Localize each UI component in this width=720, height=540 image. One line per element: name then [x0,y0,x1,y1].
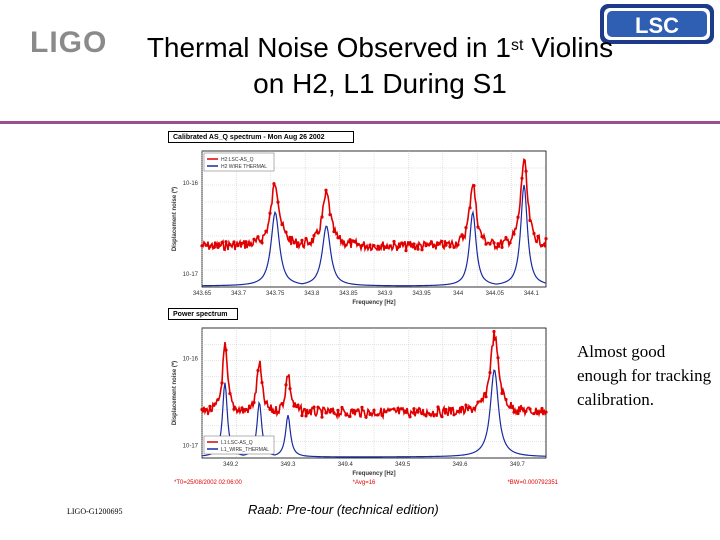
data-point [224,348,227,351]
divider-rule [0,121,720,124]
side-note: Almost good enough for tracking calibration. [577,342,712,409]
data-point [428,413,431,416]
data-point [488,242,491,245]
data-point [364,245,367,248]
data-point [412,407,415,410]
data-point [260,241,263,244]
data-point [416,248,419,251]
title-line-1: Thermal Noise Observed in 1st Violins [146,32,614,63]
data-point [380,244,383,247]
data-point [452,246,455,249]
data-point [336,409,339,412]
data-point [348,238,351,241]
data-point [232,240,235,243]
data-point [468,206,471,209]
data-point [512,232,515,235]
data-point [248,243,251,246]
legend-label: L1:LSC-AS_Q [221,440,253,446]
data-point [268,408,271,411]
y-tick-label: 10-17 [182,443,198,450]
chart-2-title: Power spectrum [168,308,238,320]
x-tick-label: 349.6 [452,462,468,468]
data-point [412,242,415,245]
data-point [448,407,451,410]
x-tick-label: 343.65 [192,291,212,297]
data-point [352,240,355,243]
data-point [212,246,215,249]
data-point [520,407,523,410]
title-line-2: on H2, L1 During S1 [253,68,507,99]
x-tick-label: 343.7 [231,291,247,297]
data-point [512,410,515,413]
data-point [352,409,355,412]
footer-t0: *T0=25/08/2002 02:06:00 [174,480,242,486]
data-point [408,415,411,418]
footer-caption: Raab: Pre-tour (technical edition) [248,502,439,517]
footer-avg: *Avg=16 [352,480,376,486]
data-point [404,249,407,252]
data-point [408,241,411,244]
data-point [252,238,255,241]
data-point [312,406,315,409]
data-point [264,401,267,404]
data-point [432,414,435,417]
data-point [468,406,471,409]
data-point [228,243,231,246]
data-point [460,233,463,236]
y-tick-label: 10-16 [182,181,198,187]
data-point [492,241,495,244]
x-tick-label: 343.75 [266,291,285,297]
data-point [236,244,239,247]
data-point [444,244,447,247]
data-point [288,236,291,239]
data-point [424,244,427,247]
legend-label: L1_WIRE_THERMAL [221,447,270,453]
data-point [452,413,455,416]
data-point [288,387,291,390]
data-point [268,212,271,215]
x-tick-label: 349.5 [395,462,411,468]
data-point [528,407,531,410]
data-point [356,408,359,411]
lsc-logo-text: LSC [635,13,679,38]
data-point [444,408,447,411]
data-point [212,404,215,407]
data-point [428,242,431,245]
data-point [244,408,247,411]
ligo-logo: LIGO [30,26,108,59]
y-tick-label: 10-17 [182,272,198,279]
data-point [536,235,539,238]
data-point [220,241,223,244]
legend-label: H2 WIRE THERMAL [221,164,268,170]
y-axis-label: Displacement noise (*) [172,186,178,252]
data-point [504,398,507,401]
data-point [240,242,243,245]
data-point [340,239,343,242]
document-id: LIGO-G1200695 [67,507,123,516]
data-point [544,237,547,240]
data-point [396,246,399,249]
data-point [272,411,275,414]
data-point [464,226,467,229]
data-point [472,407,475,410]
data-point [204,408,207,411]
data-point [544,411,547,414]
data-point [272,182,275,185]
data-point [508,241,511,244]
chart-1-title: Calibrated AS_Q spectrum - Mon Aug 26 2002 [168,131,354,143]
x-tick-label: 349.3 [280,462,296,468]
x-tick-label: 344 [453,291,464,297]
data-point [524,410,527,413]
data-point [476,401,479,404]
data-point [416,410,419,413]
data-point [312,234,315,237]
data-point [280,223,283,226]
data-point [344,413,347,416]
page-title [130,30,630,102]
data-point [304,414,307,417]
data-point [220,381,223,384]
data-point [440,240,443,243]
x-tick-label: 349.2 [223,462,239,468]
x-tick-label: 349.4 [337,462,353,468]
data-point [480,235,483,238]
data-point [344,244,347,247]
data-point [308,409,311,412]
spectrum-figure [160,131,560,501]
data-point [436,243,439,246]
data-point [228,392,231,395]
chart-2 [160,320,560,500]
data-point [368,244,371,247]
data-point [484,243,487,246]
data-point [388,244,391,247]
data-point [392,407,395,410]
data-point [508,406,511,409]
data-point [380,414,383,417]
data-point [516,412,519,415]
data-point [484,395,487,398]
data-point [436,405,439,408]
data-point [496,356,499,359]
data-point [472,184,475,187]
data-point [432,243,435,246]
data-point [464,404,467,407]
y-axis-label: Displacement noise (*) [172,360,178,426]
data-point [404,411,407,414]
data-point [292,404,295,407]
data-point [208,245,211,248]
x-axis-label: Frequency [Hz] [352,300,396,306]
x-tick-label: 349.7 [509,462,525,468]
data-point [304,237,307,240]
data-point [360,406,363,409]
data-point [376,245,379,248]
data-point [256,369,259,372]
data-point [372,409,375,412]
data-point [516,216,519,219]
y-tick-label: 10-16 [182,356,198,363]
data-point [384,410,387,413]
data-point [200,244,203,247]
data-point [284,231,287,234]
data-point [204,244,207,247]
data-point [504,236,507,239]
data-point [308,242,311,245]
x-tick-label: 343.9 [377,291,393,297]
data-point [320,416,323,419]
data-point [276,411,279,414]
data-point [284,383,287,386]
data-point [248,406,251,409]
data-point [376,413,379,416]
data-point [388,408,391,411]
data-point [232,408,235,411]
data-point [524,170,527,173]
data-point [540,244,543,247]
data-point [296,241,299,244]
data-point [256,235,259,238]
data-point [236,409,239,412]
data-point [292,241,295,244]
data-point [500,246,503,249]
data-point [224,240,227,243]
x-tick-label: 343.95 [412,291,431,297]
data-point [364,416,367,419]
data-point [532,412,535,415]
data-point [396,407,399,410]
data-point [276,201,279,204]
legend-label: H2:LSC-AS_Q [221,157,254,163]
data-point [488,371,491,374]
data-point [216,246,219,249]
data-point [440,415,443,418]
data-point [200,408,203,411]
data-point [492,330,495,333]
data-point [368,413,371,416]
data-point [300,239,303,242]
data-point [400,241,403,244]
data-point [348,415,351,418]
data-point [420,412,423,415]
data-point [328,410,331,413]
data-point [360,244,363,247]
x-tick-label: 343.85 [339,291,358,297]
data-point [252,401,255,404]
data-point [448,245,451,248]
data-point [460,406,463,409]
footer-bw: *BW=0.000792351 [507,480,558,486]
data-point [244,240,247,243]
data-point [456,410,459,413]
data-point [324,189,327,192]
data-point [316,406,319,409]
data-point [372,244,375,247]
data-point [476,226,479,229]
data-point [384,246,387,249]
data-point [356,243,359,246]
data-point [536,410,539,413]
data-point [324,411,327,414]
x-tick-label: 343.8 [304,291,320,297]
data-point [540,407,543,410]
x-tick-label: 344.1 [523,291,539,297]
data-point [528,219,531,222]
data-point [392,240,395,243]
data-point [280,402,283,405]
data-point [328,213,331,216]
data-point [336,236,339,239]
data-point [496,242,499,245]
data-point [208,405,211,408]
data-point [420,248,423,251]
data-point [400,407,403,410]
data-point [264,229,267,232]
data-point [480,398,483,401]
x-tick-label: 344.05 [485,291,504,297]
data-point [332,230,335,233]
data-point [260,381,263,384]
data-point [456,243,459,246]
data-point [520,177,523,180]
x-axis-label: Frequency [Hz] [352,471,396,477]
data-point [340,406,343,409]
data-point [300,414,303,417]
data-point [500,392,503,395]
data-point [320,215,323,218]
data-point [296,404,299,407]
chart-1 [160,143,560,323]
data-point [424,414,427,417]
data-point [240,406,243,409]
data-point [332,411,335,414]
data-point [216,398,219,401]
data-point [316,231,319,234]
data-point [532,232,535,235]
